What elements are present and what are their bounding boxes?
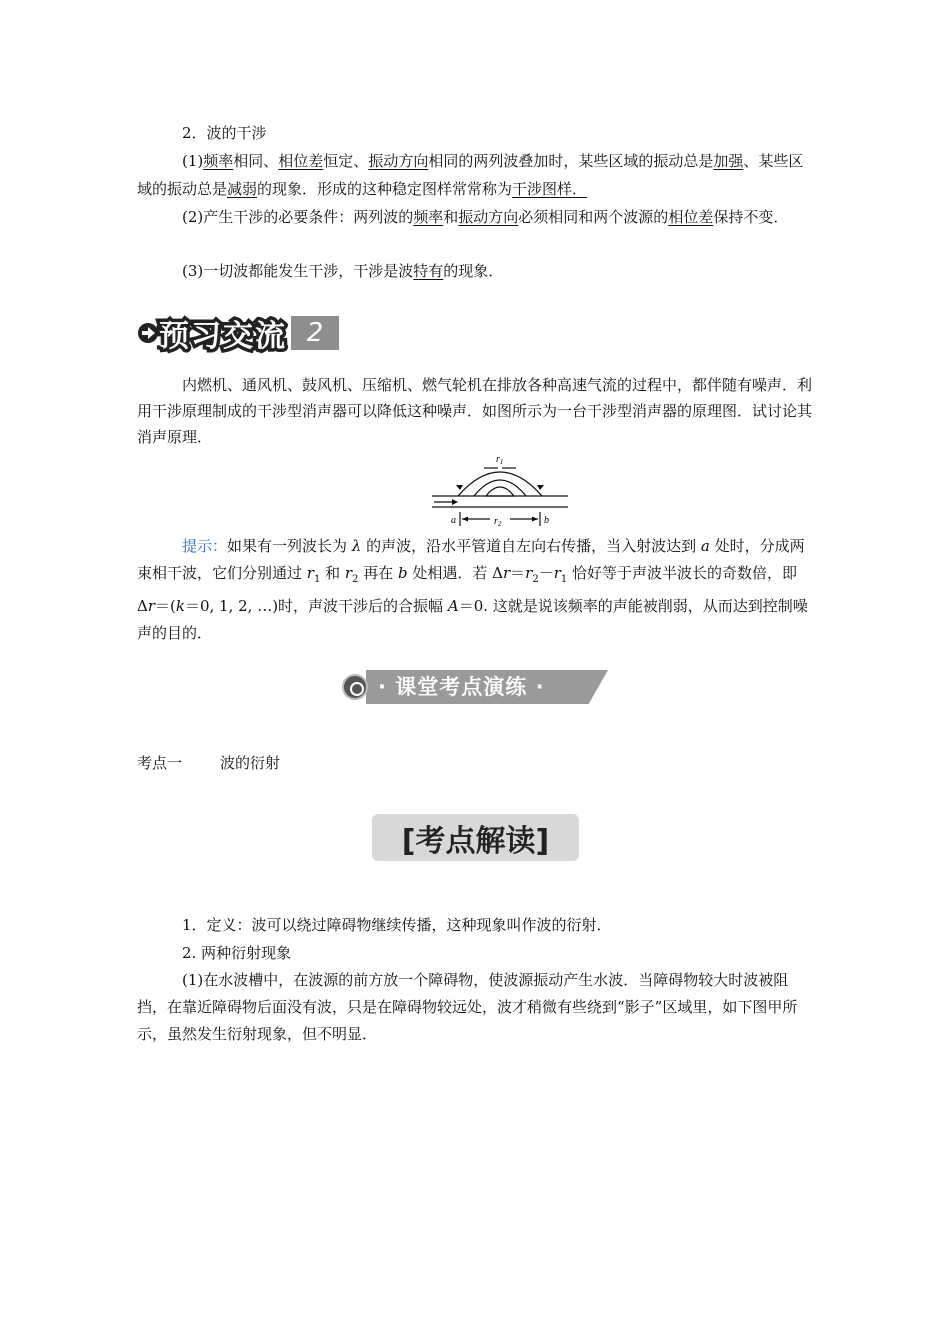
hint-paragraph: 提示：如果有一列波长为 λ 的声波，沿水平管道自左向右传播，当入射波达到 a 处时，分成两束相干波，它们分别通过 $r_1$ 和 $r_2$ 再在 b 处相遇．若 $\Delta r=r_2-r_1$ 恰好等于声波半波长的奇数倍，即 Δr＝(k＝0, 1, 2, …)时，声波干涉后的合振幅 A＝0. 这就是说该频率的声能被削弱，从而达到控制噪声的目的． bbox=[137, 537, 808, 642]
blank-frequency-2: 频率 bbox=[413, 208, 444, 226]
banner-char: 预 bbox=[159, 319, 189, 354]
paragraph-interference-universal: (3)一切波都能发生干涉，干涉是波特有的现象． bbox=[182, 262, 504, 280]
kaodian-interpretation-box: [考点解读] bbox=[372, 814, 579, 861]
preview-exchange-banner bbox=[137, 315, 339, 354]
banner-char: 交 bbox=[223, 319, 253, 354]
blank-interference-pattern: 干涉图样． bbox=[512, 180, 588, 198]
label-r1: $r_1$ bbox=[496, 454, 504, 466]
class-practice-banner bbox=[342, 670, 608, 704]
globe-icon bbox=[342, 674, 368, 700]
class-practice-title: · 课堂考点演练 · bbox=[378, 675, 545, 699]
blank-phase-diff-2: 相位差 bbox=[668, 208, 714, 226]
blank-weaken: 减弱 bbox=[227, 180, 258, 198]
section-title-interference: 2．波的干涉 bbox=[182, 124, 267, 142]
kaodian-heading bbox=[137, 750, 817, 776]
diffraction-types-heading: 2. 两种衍射现象 bbox=[182, 944, 292, 962]
arrow-right-icon bbox=[137, 322, 159, 344]
muffler-diagram bbox=[430, 452, 570, 530]
banner-char: 流 bbox=[255, 319, 285, 354]
kaodian-label: 考点一 bbox=[137, 754, 183, 772]
banner-char: 习 bbox=[191, 319, 221, 354]
blank-unique: 特有 bbox=[413, 262, 444, 280]
blank-frequency: 频率 bbox=[203, 152, 234, 170]
preview-question-text: 内燃机、通风机、鼓风机、压缩机、燃气轮机在排放各种高速气流的过程中，都伴随有噪声．利用干涉原理制成的干涉型消声器可以降低这种噪声．如图所示为一台干涉型消声器的原理图．试讨论其消声原理． bbox=[137, 376, 813, 446]
diffraction-definition: 1．定义：波可以绕过障碍物继续传播，这种现象叫作波的衍射． bbox=[182, 916, 612, 934]
banner-number: 2 bbox=[291, 316, 339, 350]
paragraph-interference-condition: (2)产生干涉的必要条件：两列波的频率和振动方向必须相同和两个波源的相位差保持不变． bbox=[182, 208, 789, 226]
label-a: a bbox=[451, 515, 456, 526]
label-r2: $r_2$ bbox=[494, 516, 502, 528]
label-b: b bbox=[544, 515, 549, 526]
kaodian-title: 波的衍射 bbox=[220, 754, 281, 772]
blank-strengthen: 加强 bbox=[713, 152, 744, 170]
blank-phase-diff: 相位差 bbox=[278, 152, 324, 170]
blank-vibration-direction-2: 振动方向 bbox=[458, 208, 519, 226]
diffraction-phenomenon-1: (1)在水波槽中，在波源的前方放一个障碍物，使波源振动产生水波．当障碍物较大时波被阻挡，在靠近障碍物后面没有波，只是在障碍物较远处，波才稍微有些绕到“影子”区域里，如下图甲所示，虽然发生衍射现象，但不明显． bbox=[137, 971, 798, 1043]
paragraph-interference-definition: (1)频率相同、相位差恒定、振动方向相同的两列波叠加时，某些区域的振动总是加强、某些区域的振动总是减弱的现象．形成的这种稳定图样常常称为干涉图样． bbox=[137, 152, 804, 198]
blank-vibration-direction: 振动方向 bbox=[368, 152, 429, 170]
hint-label: 提示： bbox=[182, 537, 228, 555]
